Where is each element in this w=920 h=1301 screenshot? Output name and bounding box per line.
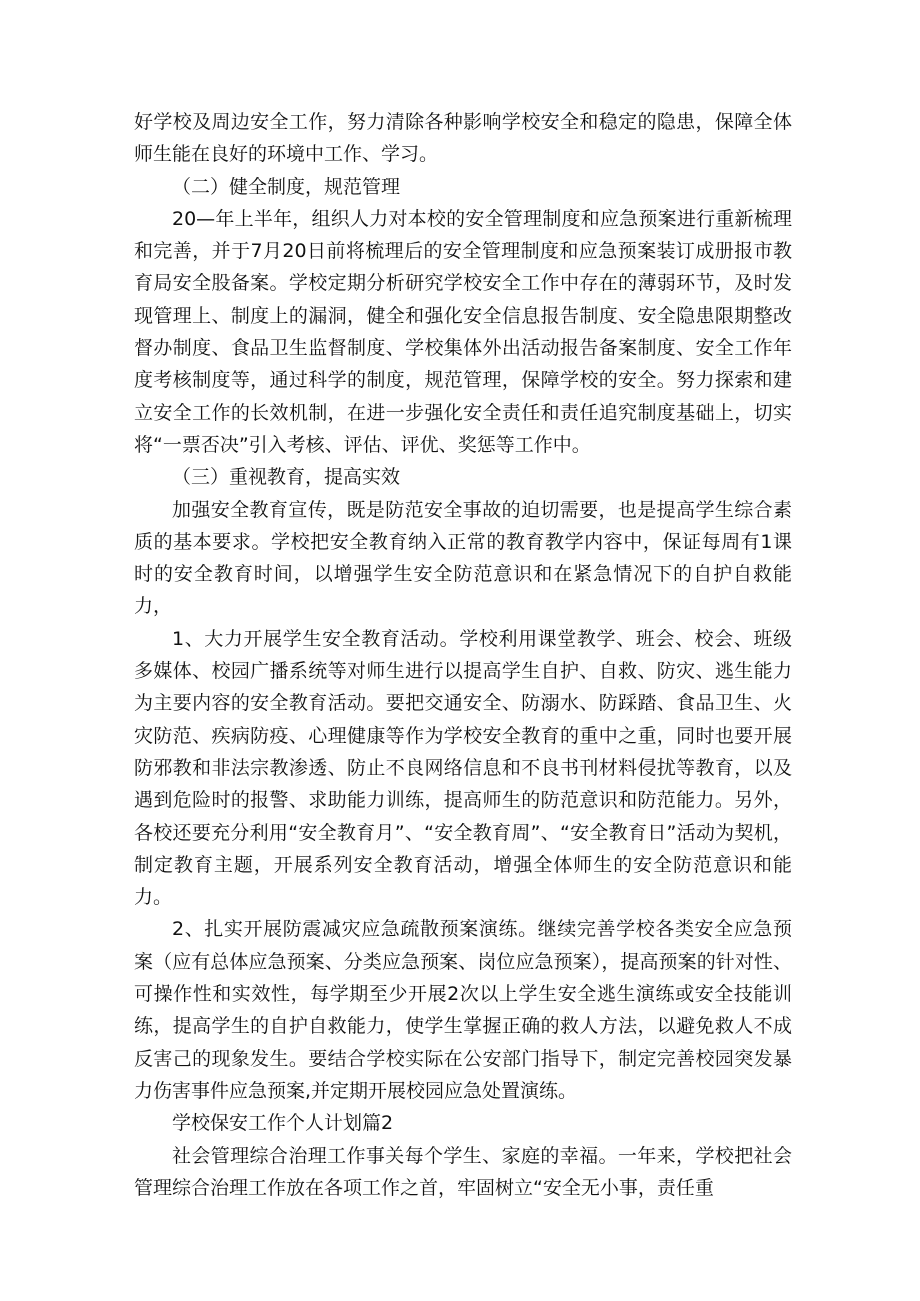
section-heading-3: （三）重视教育，提高实效 (172, 466, 401, 489)
paragraph-item-1: 1、大力开展学生安全教育活动。学校利用课堂教学、班会、校会、班级多媒体、校园广播系统等对师生进行以提高学生自护、自救、防灾、逃生能力为主要内容的安全教育活动。要把交通安全、防溺水、防踩踏、食品卫生、火灾防范、疾病防疫、心理健康等作为学校安全教育的重中之重，同时也要开展防邪教和非法宗教渗透、防止不良网络信息和不良书刊材料侵扰等教育，以及遇到危险时的报警、求助能力训练，提高师生的防范意识和防范能力。另外，各校还要充分利用“安全教育月”、“安全教育周”、“安全教育日”活动为契机，制定教育主题，开展系列安全教育活动，增强全体师生的安全防范意识和能力。 (134, 627, 792, 909)
paragraph-item-2: 2、扎实开展防震减灾应急疏散预案演练。继续完善学校各类安全应急预案（应有总体应急预案、分类应急预案、岗位应急预案），提高预案的针对性、可操作性和实效性，每学期至少开展2次以上学生安全逃生演练或安全技能训练，提高学生的自护自救能力，使学生掌握正确的救人方法，以避免救人不成反害己的现象发生。要结合学校实际在公安部门指导下，制定完善校园突发暴力伤害事件应急预案,并定期开展校园应急处置演练。 (134, 918, 792, 1102)
paragraph-system: 20—年上半年，组织人力对本校的安全管理制度和应急预案进行重新梳理和完善，并于7月20日前将梳理后的安全管理制度和应急预案装订成册报市教育局安全股备案。学校定期分析研究学校安全工作中存在的薄弱环节，及时发现管理上、制度上的漏洞，健全和强化安全信息报告制度、安全隐患限期整改督办制度、食品卫生监督制度、学校集体外出活动报告备案制度、安全工作年度考核制度等，通过科学的制度，规范管理，保障学校的安全。努力探索和建立安全工作的长效机制，在进一步强化安全责任和责任追究制度基础上，切实将“一票否决”引入考核、评估、评优、奖惩等工作中。 (134, 207, 792, 456)
paragraph-continuation: 好学校及周边安全工作，努力清除各种影响学校安全和稳定的隐患，保障全体师生能在良好的环境中工作、学习。 (134, 111, 792, 166)
document-body (134, 106, 792, 1204)
paragraph-intro: 社会管理综合治理工作事关每个学生、家庭的幸福。一年来，学校把社会管理综合治理工作放在各项工作之首，牢固树立“安全无小事，责任重 (134, 1144, 792, 1199)
paragraph-education: 加强安全教育宣传，既是防范安全事故的迫切需要，也是提高学生综合素质的基本要求。学校把安全教育纳入正常的教育教学内容中，保证每周有1课时的安全教育时间，以增强学生安全防范意识和在紧急情况下的自护自救能力， (134, 498, 792, 618)
section-heading-2: （二）健全制度，规范管理 (172, 175, 401, 198)
article-title-2: 学校保安工作个人计划篇2 (172, 1112, 394, 1135)
